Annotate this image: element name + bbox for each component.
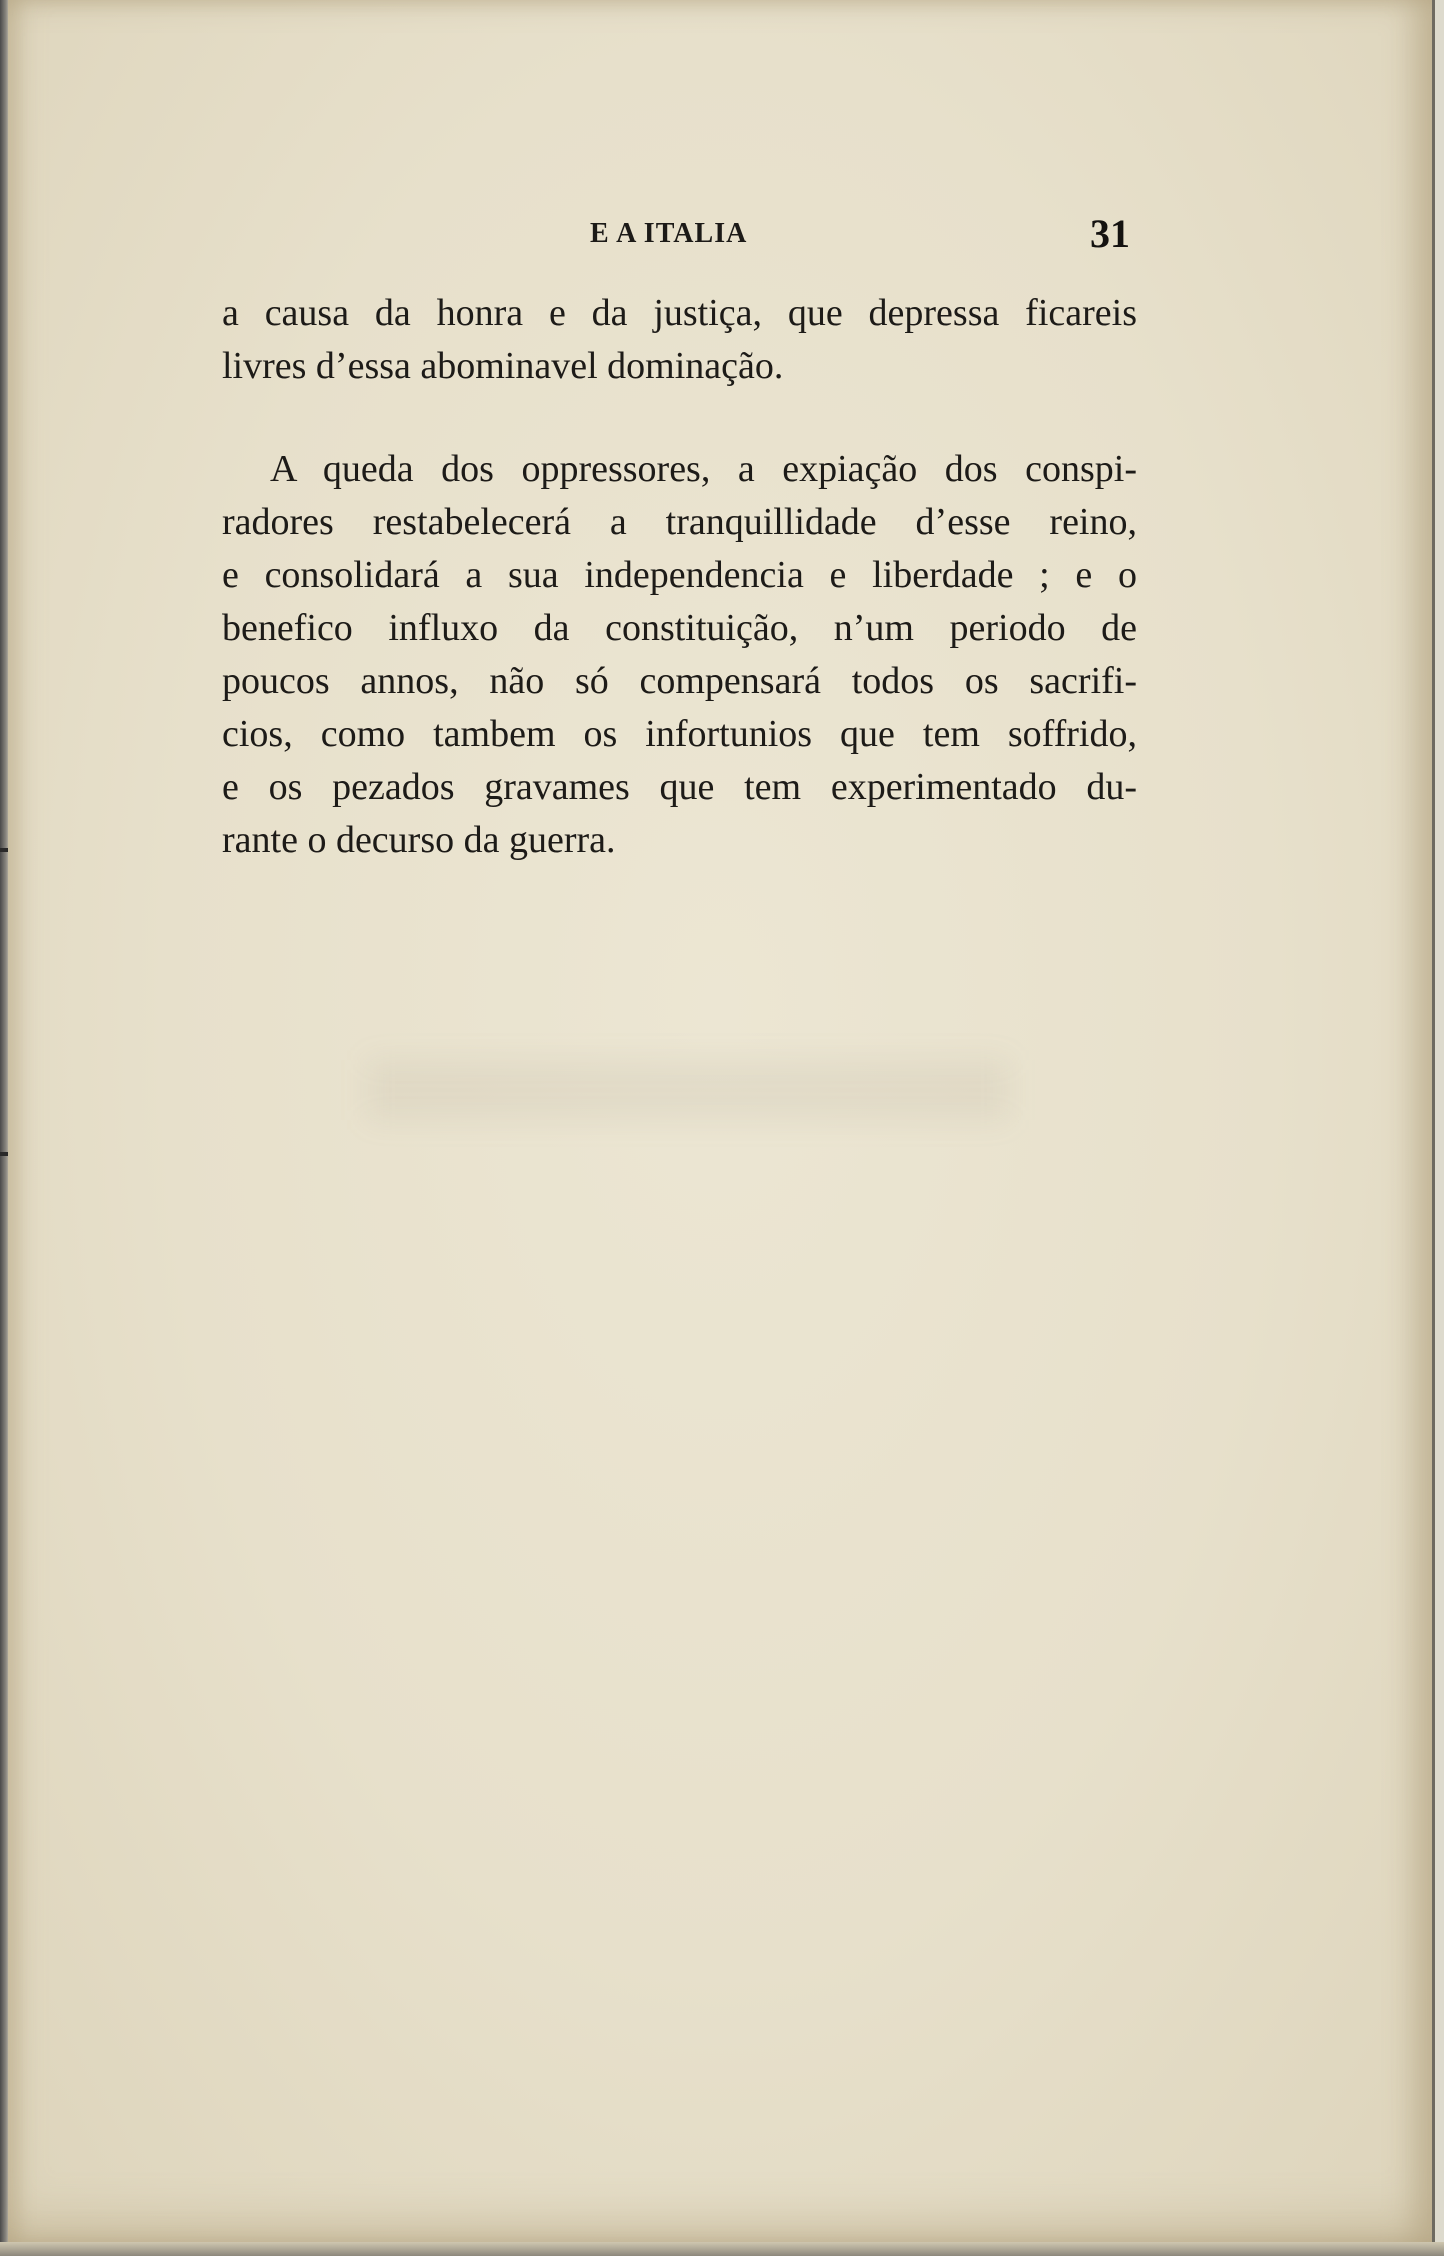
page-header: [0, 210, 1444, 260]
text-line: A queda dos oppressores, a expiação dos conspi-: [270, 448, 1137, 490]
text-line: livres d’essa abominavel dominação.: [222, 345, 784, 387]
paragraph-2: [222, 443, 1137, 867]
show-through-bleed: [368, 1060, 1008, 1120]
text-line: e consolidará a sua independencia e liberdade ; e o: [222, 554, 1137, 596]
text-line: radores restabelecerá a tranquillidade d’esse reino,: [222, 501, 1137, 543]
text-line: benefico influxo da constituição, n’um periodo de: [222, 607, 1137, 649]
running-head: E A ITALIA: [590, 218, 748, 249]
page-bottom-edge: [0, 2242, 1444, 2256]
body-text: [222, 287, 1137, 867]
text-line: a causa da honra e da justiça, que depressa ficareis: [222, 292, 1137, 334]
paragraph-gap: [222, 393, 1137, 443]
page-number: 31: [1090, 211, 1130, 256]
text-line: e os pezados gravames que tem experimentado du-: [222, 766, 1137, 808]
text-line: rante o decurso da guerra.: [222, 819, 616, 861]
text-line: poucos annos, não só compensará todos os sacrifi-: [222, 660, 1137, 702]
paragraph-1: [222, 287, 1137, 393]
text-line: cios, como tambem os infortunios que tem soffrido,: [222, 713, 1137, 755]
